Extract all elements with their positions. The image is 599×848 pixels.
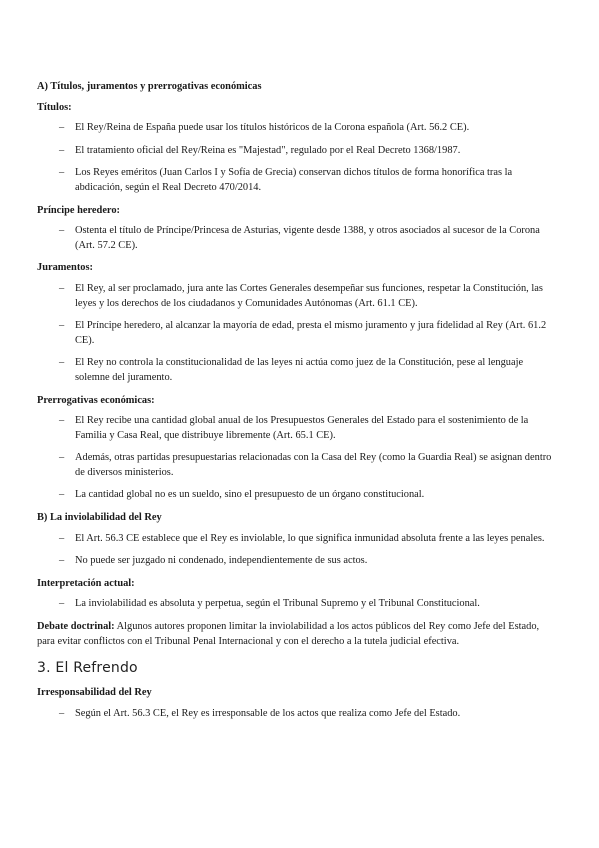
heading-a: A) Títulos, juramentos y prerrogativas económicas: [37, 81, 262, 92]
list-item: – Según el Art. 56.3 CE, el Rey es irresponsable de los actos que realiza como Jefe del Estado.: [37, 707, 559, 722]
debate-text: Algunos autores proponen limitar la inviolabilidad a los actos públicos del Rey como Jefe del Estado, para evitar conflictos con el Tribunal Penal Internacional y con el derecho a la tutela judicial efectiva.: [37, 621, 540, 647]
heading-prerrogativas: Prerrogativas económicas:: [37, 394, 155, 406]
list-item: – El Rey/Reina de España puede usar los títulos históricos de la Corona española (Art. 56.2 CE).: [37, 121, 559, 136]
list-item: – El Príncipe heredero, al alcanzar la mayoría de edad, presta el mismo juramento y jura fidelidad al Rey (Art. 61.2 CE).: [37, 319, 559, 348]
heading-juramentos: Juramentos:: [37, 262, 93, 274]
heading-inviolabilidad: B) La inviolabilidad del Rey: [37, 512, 162, 524]
list-principe: [37, 224, 559, 253]
debate-label: Debate doctrinal:: [37, 621, 115, 633]
list-item: – Los Reyes eméritos (Juan Carlos I y Sofía de Grecia) conservan dichos títulos de forma honorífica tras la abdicación, según el Real Decreto 470/2014.: [37, 166, 559, 195]
list-inviolabilidad: [37, 532, 559, 569]
list-item: – El Rey no controla la constitucionalidad de las leyes ni actúa como juez de la Constitución, pese al lenguaje solemne del juramento.: [37, 356, 559, 385]
list-item: – Ostenta el título de Príncipe/Princesa de Asturias, vigente desde 1388, y otros asociados al sucesor de la Corona (Art. 57.2 CE).: [37, 224, 559, 253]
list-item: – El Rey recibe una cantidad global anual de los Presupuestos Generales del Estado para el sostenimiento de la Familia y Casa Real, que distribuye libremente (Art. 65.1 CE).: [37, 414, 559, 443]
heading-irresponsabilidad: Irresponsabilidad del Rey: [37, 686, 152, 698]
list-item: – No puede ser juzgado ni condenado, independientemente de sus actos.: [37, 554, 559, 569]
list-item: – La cantidad global no es un sueldo, sino el presupuesto de un órgano constitucional.: [37, 488, 559, 503]
list-irresponsabilidad: [37, 707, 559, 722]
list-item: – El Art. 56.3 CE establece que el Rey es inviolable, lo que significa inmunidad absoluta frente a las leyes penales.: [37, 532, 559, 547]
heading-titulos: Títulos:: [37, 101, 72, 113]
section-title: 3. El Refrendo: [37, 660, 138, 677]
list-titulos: [37, 121, 559, 195]
heading-interpretacion: Interpretación actual:: [37, 577, 135, 589]
list-juramentos: [37, 282, 559, 386]
list-prerrogativas: [37, 414, 559, 503]
list-item: – El tratamiento oficial del Rey/Reina es "Majestad", regulado por el Real Decreto 1368/1987.: [37, 144, 559, 159]
list-item: – Además, otras partidas presupuestarias relacionadas con la Casa del Rey (como la Guardia Real) se asignan dentro de diversos ministerios.: [37, 451, 559, 480]
list-interpretacion: [37, 597, 559, 612]
debate-paragraph: [37, 620, 559, 649]
list-item: – El Rey, al ser proclamado, jura ante las Cortes Generales desempeñar sus funciones, respetar la Constitución, las leyes y los derechos de los ciudadanos y Comunidades Autónomas (Art. 61.1 CE).: [37, 282, 559, 311]
list-item: – La inviolabilidad es absoluta y perpetua, según el Tribunal Supremo y el Tribunal Constitucional.: [37, 597, 559, 612]
heading-principe: Príncipe heredero:: [37, 204, 121, 216]
